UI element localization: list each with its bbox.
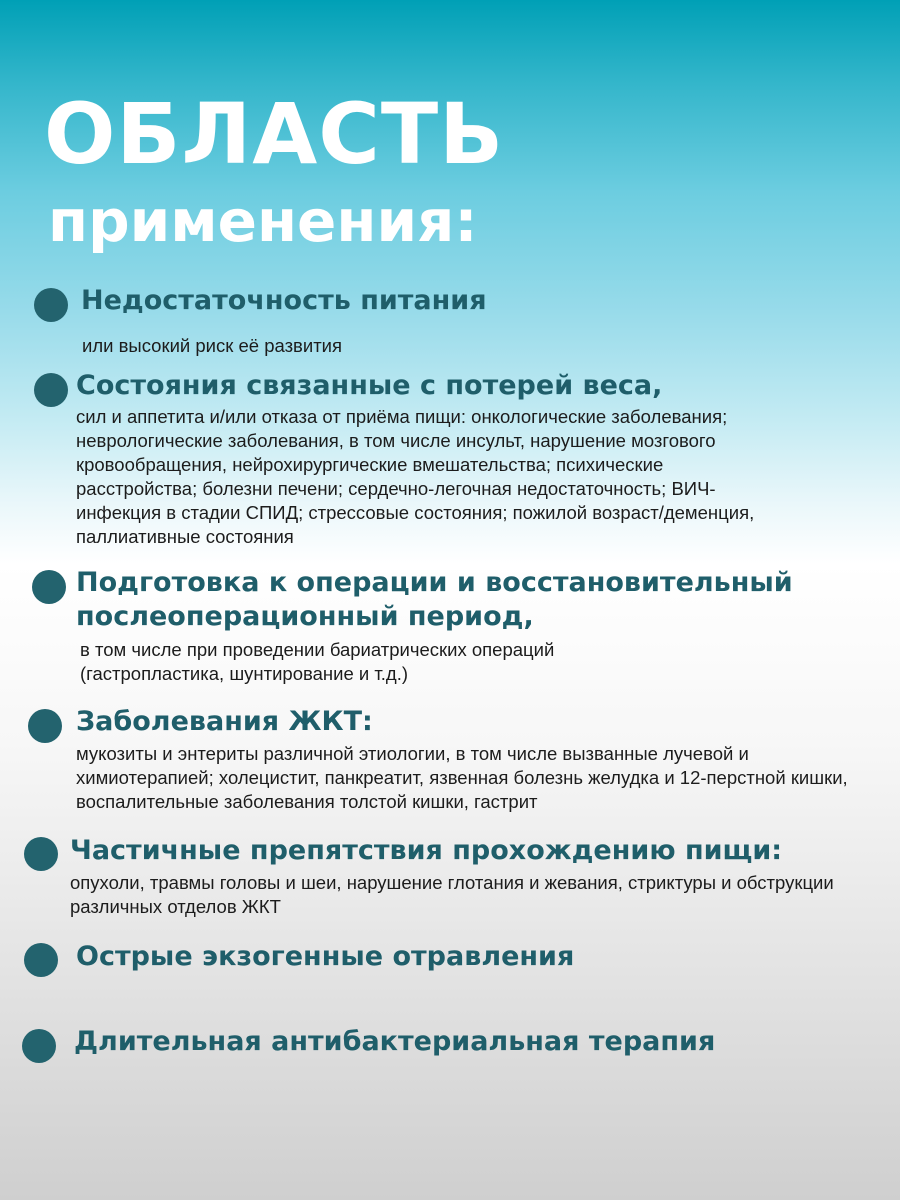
bullet-dot-icon	[22, 1029, 56, 1063]
title-line-2: применения:	[48, 187, 478, 255]
title-line-1: ОБЛАСТЬ	[44, 85, 505, 183]
item-heading: Заболевания ЖКТ:	[76, 706, 373, 737]
item-heading: Подготовка к операции и восстановительный послеоперационный период,	[76, 567, 793, 632]
item-heading: Острые экзогенные отравления	[76, 941, 575, 972]
item-text: опухоли, травмы головы и шеи, нарушение глотания и жевания, стриктуры и обструкции различных отделов ЖКТ	[70, 872, 834, 917]
item-text: или высокий риск её развития	[82, 335, 343, 356]
item-text: мукозиты и энтериты различной этиологии, в том числе вызванные лучевой и химиотерапией; холецистит, панкреатит, язвенная болезнь желудка и 12-перстной кишки, воспалительные заболевания толстой кишки, гастрит	[76, 743, 848, 812]
bullet-dot-icon	[24, 943, 58, 977]
item-heading: Частичные препятствия прохождению пищи:	[70, 835, 783, 866]
bullet-dot-icon	[24, 837, 58, 871]
item-text: сил и аппетита и/или отказа от приёма пищи: онкологические заболевания; неврологические заболевания, в том числе инсульт, нарушение мозгового кровообращения, нейрохирургические вмешательства; психические расстройства; болезни печени; сердечно-легочная недостаточность; ВИЧ-инфекция в стадии СПИД; стрессовые состояния; пожилой возраст/деменция, паллиативные состояния	[76, 406, 755, 547]
bullet-dot-icon	[34, 373, 68, 407]
bullet-dot-icon	[34, 288, 68, 322]
item-heading: Недостаточность питания	[81, 285, 487, 316]
item-heading: Длительная антибактериальная терапия	[74, 1026, 716, 1057]
bullet-dot-icon	[28, 709, 62, 743]
bullet-dot-icon	[32, 570, 66, 604]
item-text: в том числе при проведении бариатрических операций (гастропластика, шунтирование и т.д.)	[80, 639, 555, 684]
item-heading: Состояния связанные с потерей веса,	[76, 370, 663, 401]
